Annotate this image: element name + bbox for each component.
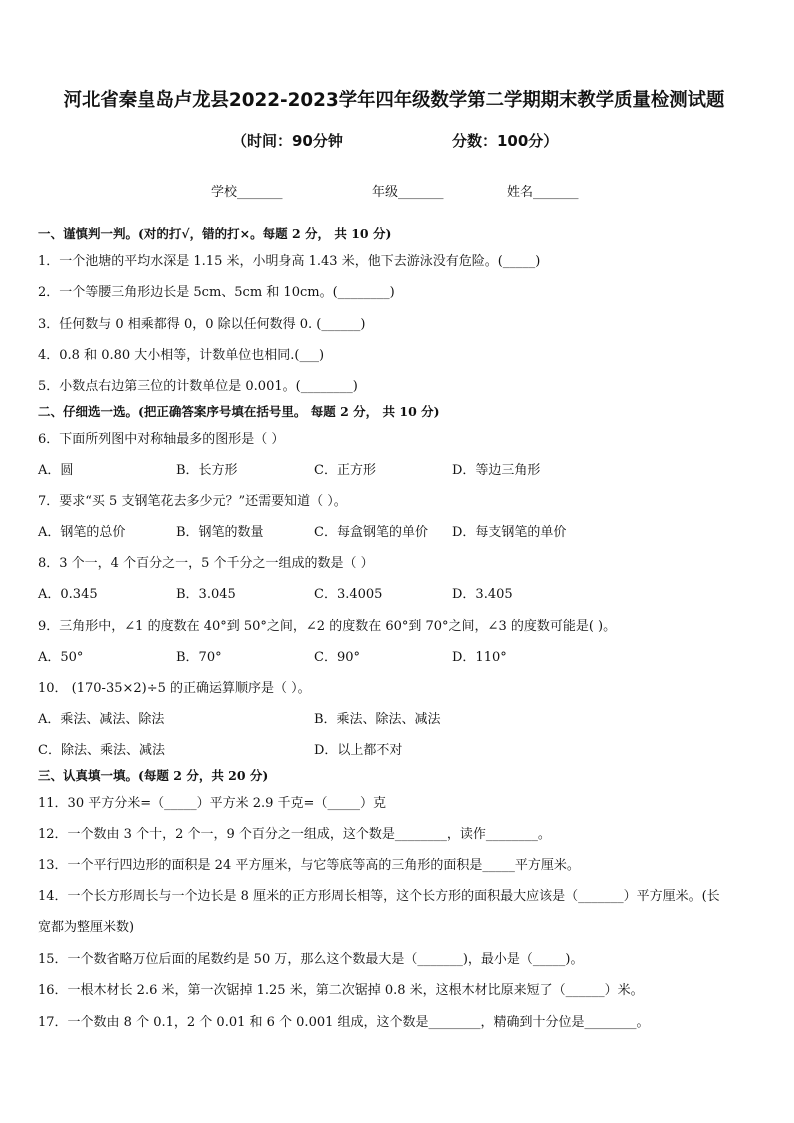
q6-option-b: B．长方形 [176,463,238,478]
q8-option-a: A．0.345 [38,587,98,602]
q7-option-b: B．钢笔的数量 [176,525,264,540]
question-16: 16．一根木材长 2.6 米，第一次锯掉 1.25 米，第二次锯掉 0.8 米，这根木材比原来短了（______）米。 [38,983,644,998]
q9-option-d: D．110° [452,650,507,665]
question-7: 7．要求“买 5 支钢笔花去多少元？”还需要知道（ ）。 [38,494,347,509]
q10-option-c: C．除法、乘法、减法 [38,743,165,758]
q9-option-c: C．90° [314,650,360,665]
q7-option-c: C．每盒钢笔的单价 [314,525,428,540]
q6-option-a: A．圆 [38,463,74,478]
exam-score: 分数：100分） [452,132,559,150]
section1-heading: 一、谨慎判一判。(对的打√，错的打×。每题 2 分， 共 10 分) [38,226,392,241]
question-17: 17．一个数由 8 个 0.1，2 个 0.01 和 6 个 0.001 组成，这个数是________，精确到十分位是________。 [38,1015,650,1030]
q9-option-b: B．70° [176,650,222,665]
exam-title: 河北省秦皇岛卢龙县2022-2023学年四年级数学第二学期期末教学质量检测试题 [63,90,725,111]
question-9: 9．三角形中，∠1 的度数在 40°到 50°之间，∠2 的度数在 60°到 70°之间，∠3 的度数可能是( )。 [38,619,617,634]
question-4: 4．0.8 和 0.80 大小相等，计数单位也相同.(___) [38,348,325,363]
section3-heading: 三、认真填一填。(每题 2 分，共 20 分) [38,768,269,783]
school-field: 学校_______ [211,185,283,200]
grade-field: 年级_______ [372,185,444,200]
section2-heading: 二、仔细选一选。(把正确答案序号填在括号里。 每题 2 分， 共 10 分) [38,404,440,419]
question-1: 1．一个池塘的平均水深是 1.15 米，小明身高 1.43 米，他下去游泳没有危险。(_____) [38,254,541,269]
question-12: 12．一个数由 3 个十，2 个一，9 个百分之一组成，这个数是________，读作________。 [38,827,551,842]
question-3: 3．任何数与 0 相乘都得 0，0 除以任何数得 0. (______) [38,317,366,332]
q10-option-b: B．乘法、除法、减法 [314,712,441,727]
question-15: 15．一个数省略万位后面的尾数约是 50 万，那么这个数最大是（_______)，最小是（_____)。 [38,952,584,967]
exam-time: （时间：90分钟 [232,132,343,150]
question-14: 14．一个长方形周长与一个边长是 8 厘米的正方形周长相等，这个长方形的面积最大应该是（_______）平方厘米。(长 [38,889,720,904]
q7-option-d: D．每支钢笔的单价 [452,525,567,540]
question-8: 8．3 个一，4 个百分之一，5 个千分之一组成的数是（ ） [38,556,374,571]
q7-option-a: A．钢笔的总价 [38,525,126,540]
q9-option-a: A．50° [38,650,84,665]
q6-option-c: C．正方形 [314,463,376,478]
question-5: 5．小数点右边第三位的计数单位是 0.001。(________) [38,379,358,394]
name-field: 姓名_______ [507,185,579,200]
q8-option-d: D．3.405 [452,587,513,602]
question-2: 2．一个等腰三角形边长是 5cm、5cm 和 10cm。(________) [38,285,395,300]
question-14-continued: 宽都为整厘米数) [38,920,135,935]
question-13: 13．一个平行四边形的面积是 24 平方厘米，与它等底等高的三角形的面积是_____平方厘米。 [38,858,580,873]
question-6: 6．下面所列图中对称轴最多的图形是（ ） [38,432,285,447]
q8-option-b: B．3.045 [176,587,236,602]
question-10: 10． (170-35×2)÷5 的正确运算顺序是（ ）。 [38,681,311,696]
q6-option-d: D．等边三角形 [452,463,541,478]
q10-option-d: D．以上都不对 [314,743,403,758]
q10-option-a: A．乘法、减法、除法 [38,712,165,727]
q8-option-c: C．3.4005 [314,587,383,602]
question-11: 11．30 平方分米=（_____）平方米 2.9 千克=（_____）克 [38,796,386,811]
